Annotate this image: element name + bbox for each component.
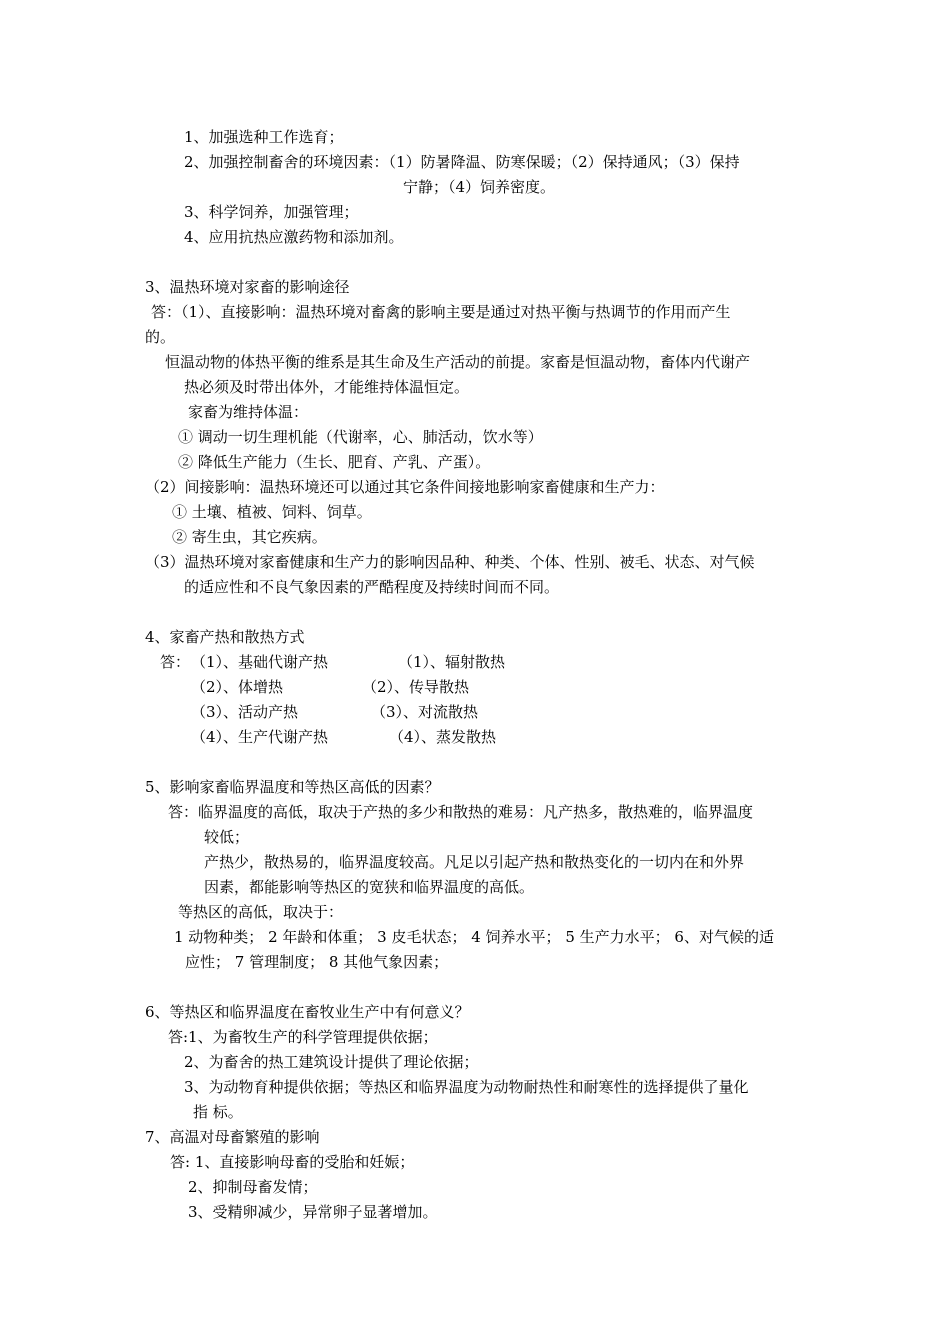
- q5-title: 5、影响家畜临界温度和等热区高低的因素？: [145, 778, 440, 796]
- intro-item-2: 2、加强控制畜舍的环境因素：（1）防暑降温、防寒保暖；（2）保持通风；（3）保持: [184, 153, 740, 171]
- q4-loss-1: （1）、辐射散热: [398, 653, 506, 671]
- q4-loss-2: （2）、传导散热: [362, 678, 470, 696]
- q5-factors-list: 1 动物种类； 2 年龄和体重； 3 皮毛状态； 4 饲养水平； 5 生产力水平； 6、对气候的适: [174, 928, 774, 946]
- q3-answer-1: 答：（1）、直接影响：温热环境对畜禽的影响主要是通过对热平衡与热调节的作用而产生: [151, 303, 731, 321]
- q4-title: 4、家畜产热和散热方式: [145, 628, 305, 646]
- q7-answer-2: 2、抑制母畜发情；: [188, 1178, 318, 1196]
- q4-heat-1: （1）、基础代谢产热: [191, 653, 329, 671]
- q4-heat-3: （3）、活动产热: [191, 703, 299, 721]
- q5-answer-1-cont: 较低；: [204, 828, 250, 846]
- q4-loss-3: （3）、对流散热: [371, 703, 479, 721]
- q4-heat-4: （4）、生产代谢产热: [191, 728, 329, 746]
- q5-answer-2: 产热少，散热易的，临界温度较高。凡足以引起产热和散热变化的一切内在和外界: [204, 853, 745, 871]
- q3-answer-1-cont: 的。: [145, 328, 176, 346]
- q6-title: 6、等热区和临界温度在畜牧业生产中有何意义？: [145, 1003, 470, 1021]
- q6-answer-3: 3、为动物育种提供依据；等热区和临界温度为动物耐热性和耐寒性的选择提供了量化: [184, 1078, 749, 1096]
- intro-item-4: 4、应用抗热应激药物和添加剂。: [184, 228, 404, 246]
- q3-paragraph-1-cont: 热必须及时带出体外，才能维持体温恒定。: [184, 378, 470, 396]
- q5-answer-3: 等热区的高低，取决于：: [178, 903, 344, 921]
- q7-answer-1: 答: 1、直接影响母畜的受胎和妊娠；: [170, 1153, 415, 1171]
- intro-item-3: 3、科学饲养，加强管理；: [184, 203, 359, 221]
- q3-circled-2: ② 降低生产能力（生长、肥育、产乳、产蛋）。: [178, 453, 491, 471]
- q3-circled-1: ① 调动一切生理机能（代谢率，心、肺活动，饮水等）: [178, 428, 543, 446]
- intro-item-2-cont: 宁静；（4）饲养密度。: [403, 178, 556, 196]
- q3-factors-cont: 的适应性和不良气象因素的严酷程度及持续时间而不同。: [184, 578, 560, 596]
- q3-indirect-1: ① 土壤、植被、饲料、饲草。: [172, 503, 372, 521]
- q3-title: 3、温热环境对家畜的影响途径: [145, 278, 350, 296]
- q6-answer-3-cont: 指 标。: [193, 1103, 243, 1121]
- q3-indirect: （2）间接影响：温热环境还可以通过其它条件间接地影响家畜健康和生产力：: [145, 478, 665, 496]
- q3-paragraph-2: 家畜为维持体温：: [188, 403, 309, 421]
- q4-answer-prefix: 答：: [160, 653, 191, 671]
- q5-answer-1: 答：临界温度的高低，取决于产热的多少和散热的难易：凡产热多，散热难的，临界温度: [168, 803, 754, 821]
- q3-indirect-2: ② 寄生虫，其它疾病。: [172, 528, 327, 546]
- q6-answer-2: 2、为畜舍的热工建筑设计提供了理论依据；: [184, 1053, 479, 1071]
- q3-factors: （3）温热环境对家畜健康和生产力的影响因品种、种类、个体、性别、被毛、状态、对气候: [145, 553, 755, 571]
- q3-paragraph-1: 恒温动物的体热平衡的维系是其生命及生产活动的前提。家畜是恒温动物，畜体内代谢产: [165, 353, 751, 371]
- q5-answer-2-cont: 因素，都能影响等热区的宽狭和临界温度的高低。: [204, 878, 535, 896]
- q4-heat-2: （2）、体增热: [191, 678, 284, 696]
- intro-item-1: 1、加强选种工作选育；: [184, 128, 344, 146]
- q4-loss-4: （4）、蒸发散热: [389, 728, 497, 746]
- q7-title: 7、高温对母畜繁殖的影响: [145, 1128, 320, 1146]
- q6-answer-1: 答:1、为畜牧生产的科学管理提供依据；: [168, 1028, 438, 1046]
- q7-answer-3: 3、受精卵减少，异常卵子显著增加。: [188, 1203, 438, 1221]
- q5-factors-list-cont: 应性； 7 管理制度； 8 其他气象因素；: [185, 953, 449, 971]
